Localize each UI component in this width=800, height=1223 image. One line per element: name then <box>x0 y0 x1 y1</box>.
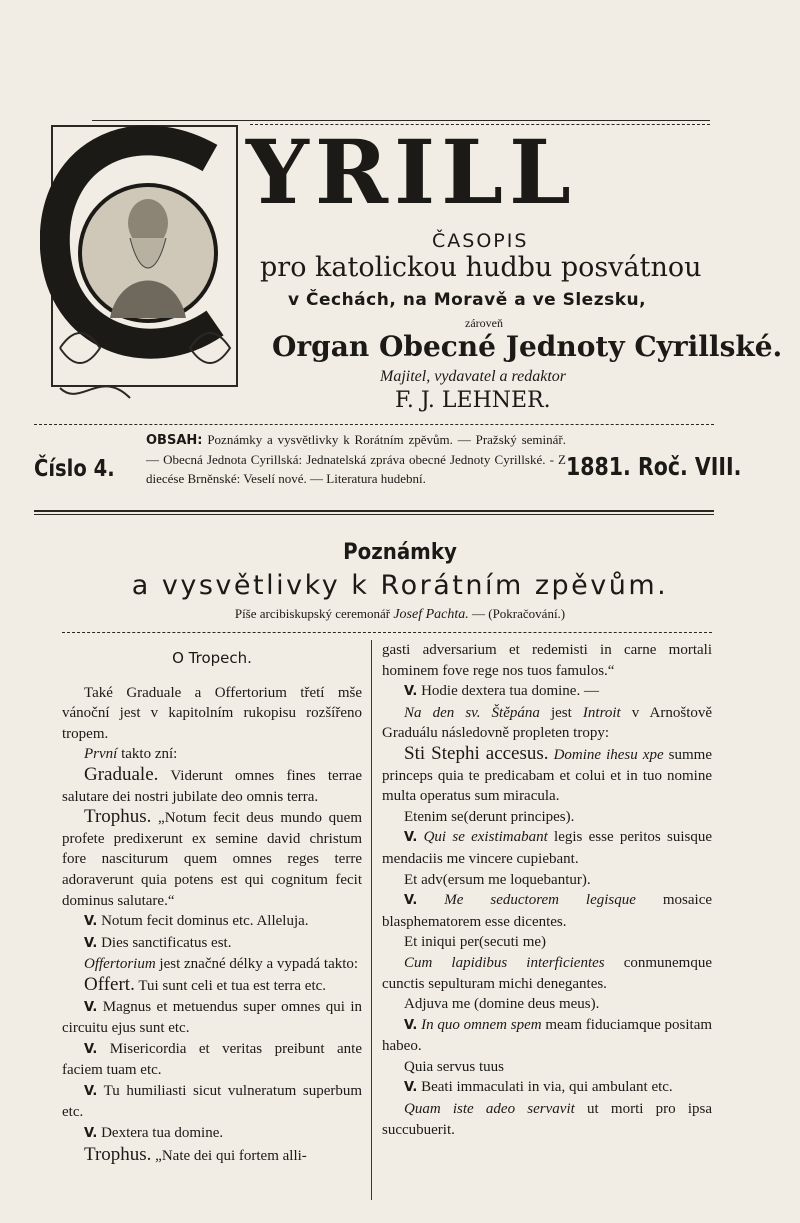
versicle-mark: V. <box>84 914 98 930</box>
masthead-publisher: F. J. LEHNER. <box>395 388 551 413</box>
text: Dies sanctificatus est. <box>101 934 232 951</box>
versicle-mark: V. <box>404 684 418 700</box>
masthead-zaroven: zároveň <box>465 316 503 330</box>
section-heading: O Tropech. <box>172 649 252 667</box>
text: Misericordia et veritas preibunt ante faciem tuam etc. <box>62 1040 363 1079</box>
column-divider <box>371 640 372 1200</box>
article-byline <box>0 606 800 623</box>
versicle <box>62 1081 362 1123</box>
right-column <box>382 640 712 1140</box>
italic-text: Domine ihesu xpe <box>553 746 664 763</box>
versicle <box>382 1077 712 1099</box>
masthead-owner-line: Majitel, vydavatel a redaktor <box>380 368 567 385</box>
issue-year-volume: 1881. Roč. VIII. <box>566 452 742 481</box>
text: meam fiduciamque positam habeo. <box>382 1016 713 1055</box>
paragraph: Et adv(ersum me loquebantur). <box>404 871 591 888</box>
masthead-casopis: ČASOPIS <box>432 230 529 252</box>
versicle <box>62 1039 362 1081</box>
italic-text: Introit <box>582 704 621 721</box>
italic-text: Me seductorem legisque <box>444 892 636 909</box>
italic-text: Offertorium <box>84 956 156 973</box>
paragraph <box>62 1145 362 1167</box>
paragraph: Také Graduale a Offertorium třetí mše vánoční jest v kapitolním rukopisu rozšířeno tropem. <box>62 684 362 742</box>
masthead-region: v Čechách, na Moravě a ve Slezsku, <box>288 290 647 310</box>
paragraph <box>382 703 712 744</box>
masthead-organ: Organ Obecné Jednoty Cyrillské. <box>272 330 783 363</box>
text: takto zní: <box>121 746 178 763</box>
versicle <box>62 911 362 933</box>
text: „Notum fecit deus mundo quem profete predixerunt ex semine david christum fore nasciturum quem omnes reges terre adoraverunt quia potens est qui cognitum fecit dominus salutare.“ <box>62 810 362 909</box>
masthead-subtitle: pro katolickou hudbu posvátnou <box>260 252 702 283</box>
versicle-mark: V. <box>404 1017 418 1033</box>
byline-prefix: Píše arcibiskupský ceremonář <box>234 606 391 621</box>
italic-text: Cum lapidibus interficientes <box>404 954 605 971</box>
lead-word: Offert. <box>84 973 135 995</box>
paragraph: gasti adversarium et redemisti in carne mortali hominem fove rege nos tuos famulos.“ <box>382 642 712 679</box>
obsah-text: Poznámky a vysvětlivky k Rorátním zpěvům. — Pražský seminář. — Obecná Jednota Cyrillská: Jednatelská zpráva obecné Jednoty Cyrillské. - Z diecése Brněnské: Veselí nové. — Literatura hudební. <box>146 432 567 486</box>
left-column <box>62 648 362 1166</box>
paragraph <box>62 975 362 997</box>
paragraph: Etenim se(derunt principes). <box>404 808 575 825</box>
text: Tu humiliasti sicut vulneratum superbum etc. <box>62 1082 363 1121</box>
versicle <box>382 890 712 932</box>
versicle <box>62 1123 362 1145</box>
versicle-mark: V. <box>404 893 418 909</box>
issue-number: Číslo 4. <box>34 456 115 482</box>
paragraph: Adjuva me (domine deus meus). <box>404 996 600 1013</box>
text: v Arnoštově Graduálu následovně propleten tropy: <box>382 704 713 742</box>
text: mosaice blasphematorem esse dicentes. <box>382 892 713 930</box>
paragraph <box>62 807 362 911</box>
text: jest <box>550 704 572 721</box>
versicle-mark: V. <box>84 1041 98 1057</box>
italic-text: In quo omnem spem <box>421 1016 542 1033</box>
versicle-mark: V. <box>84 999 98 1015</box>
article-title-line1: Poznámky <box>343 540 457 565</box>
paragraph <box>382 953 712 994</box>
versicle-mark: V. <box>84 1126 98 1142</box>
versicle-mark: V. <box>84 1083 98 1099</box>
italic-text: První <box>84 746 118 763</box>
text: Beati immaculati in via, qui ambulant etc. <box>421 1079 673 1096</box>
versicle-mark: V. <box>404 1080 418 1096</box>
obsah-label: OBSAH: <box>146 433 203 448</box>
versicle-mark: V. <box>404 830 418 846</box>
lead-word: Sti Stephi accesus. <box>404 742 549 764</box>
paragraph <box>382 1099 712 1140</box>
text: ut morti pro ipsa succubuerit. <box>382 1101 712 1138</box>
italic-text: Qui se existimabant <box>423 829 548 846</box>
paragraph: Quia servus tuus <box>404 1058 504 1075</box>
paragraph: Et iniqui per(secuti me) <box>404 934 547 951</box>
italic-text: Na den sv. Štěpána <box>404 704 540 721</box>
table-of-contents <box>146 430 566 488</box>
lead-word: Graduale. <box>84 763 159 785</box>
paragraph <box>62 765 362 807</box>
article-title-line2: a vysvětlivky k Rorátním zpěvům. <box>131 570 669 601</box>
versicle <box>382 1015 712 1057</box>
text: Hodie dextera tua domine. — <box>421 683 599 700</box>
text: Tui sunt celi et tua est terra etc. <box>138 977 327 994</box>
byline-author: Josef Pachta. <box>393 607 469 622</box>
text: Notum fecit dominus etc. Alleluja. <box>101 913 309 930</box>
text: Dextera tua domine. <box>101 1125 224 1142</box>
emblem-initial-c-icon <box>40 118 250 418</box>
paragraph <box>62 954 362 975</box>
lead-word: Trophus. <box>84 1143 152 1165</box>
text: summe princeps quia te predicabam et colui et in tuo nomine multa operatus sum miracula. <box>382 746 713 805</box>
text: „Nate dei qui fortem alli- <box>155 1147 307 1164</box>
versicle <box>62 997 362 1039</box>
lead-word: Trophus. <box>84 806 152 828</box>
masthead-title: YRILL <box>246 120 577 224</box>
text: Viderunt omnes fines terrae salutare dei nostri jubilate deo omnis terra. <box>62 767 362 805</box>
versicle-mark: V. <box>84 935 98 951</box>
text: Magnus et metuendus super omnes qui in circuitu ejus sunt etc. <box>62 998 362 1037</box>
italic-text: Quam iste adeo servavit <box>404 1101 575 1118</box>
versicle <box>62 933 362 955</box>
paragraph <box>62 744 362 765</box>
versicle <box>382 827 712 869</box>
text: jest značné délky a vypadá takto: <box>159 956 359 973</box>
paragraph <box>382 744 712 807</box>
text: legis esse peritos suisque mendaciis me vincere cupiebant. <box>382 829 712 867</box>
byline-suffix: — (Pokračování.) <box>472 606 566 621</box>
versicle <box>382 681 712 703</box>
text: conmunemque cunctis sepulturam michi denegantes. <box>382 954 712 992</box>
